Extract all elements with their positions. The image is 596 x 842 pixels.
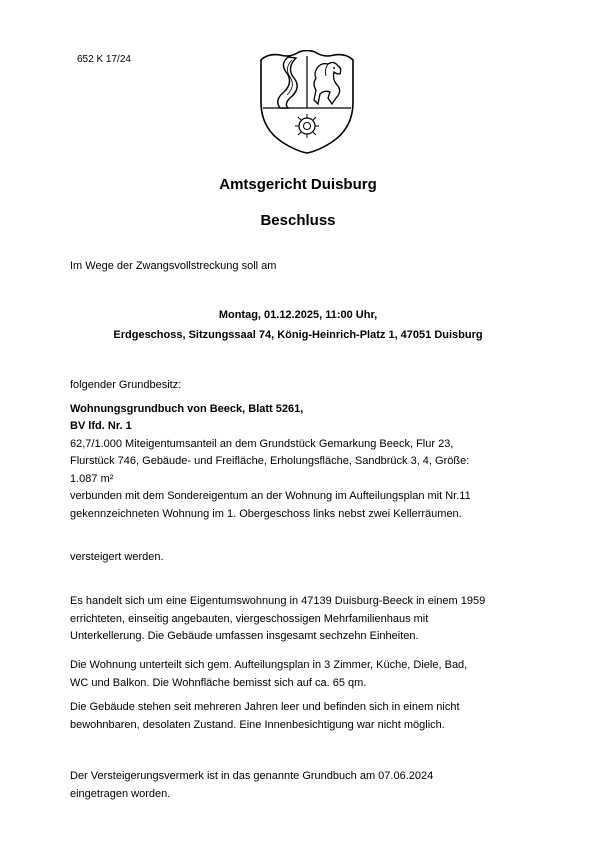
- description-line: Die Wohnung unterteilt sich gem. Aufteilungsplan in 3 Zimmer, Küche, Diele, Bad,: [70, 659, 468, 671]
- court-name: Amtsgericht Duisburg: [219, 176, 377, 193]
- file-number: 652 K 17/24: [77, 54, 131, 65]
- registration-line: Der Versteigerungsvermerk ist in das genannte Grundbuch am 07.06.2024: [70, 770, 434, 782]
- registration-note: [70, 768, 530, 803]
- description-paragraph-1: [70, 593, 530, 646]
- intro-text: Im Wege der Zwangsvollstreckung soll am: [70, 260, 277, 272]
- description-line: WC und Balkon. Die Wohnfläche bemisst sich auf ca. 65 qm.: [70, 676, 367, 689]
- nrw-coat-of-arms-icon: [258, 50, 356, 154]
- property-line: gekennzeichneten Wohnung im 1. Obergeschoss links nebst zwei Kellerräumen.: [70, 507, 462, 520]
- auction-date: Montag, 01.12.2025, 11:00 Uhr,: [218, 309, 378, 321]
- description-line: Die Gebäude stehen seit mehreren Jahren leer und befinden sich in einem nicht: [70, 701, 460, 713]
- property-line: Flurstück 746, Gebäude- und Freifläche, Erholungsfläche, Sandbrück 3, 4, Größe:: [70, 455, 470, 467]
- property-entry: BV lfd. Nr. 1: [70, 420, 132, 432]
- description-line: bewohnbaren, desolaten Zustand. Eine Innenbesichtigung war nicht möglich.: [70, 718, 445, 731]
- description-paragraph-3: [70, 699, 530, 734]
- property-line: 1.087 m²: [70, 472, 114, 485]
- document-title: Beschluss: [260, 212, 336, 229]
- property-line: verbunden mit dem Sondereigentum an der Wohnung im Aufteilungsplan mit Nr.11: [70, 490, 471, 502]
- property-line: 62,7/1.000 Miteigentumsanteil an dem Grundstück Gemarkung Beeck, Flur 23,: [70, 437, 454, 450]
- property-section: [70, 377, 530, 523]
- description-line: errichteten, einseitig angebauten, viergeschossigen Mehrfamilienhaus mit: [70, 612, 429, 625]
- description-line: Es handelt sich um eine Eigentumswohnung in 47139 Duisburg-Beeck in einem 1959: [70, 595, 486, 607]
- registration-line: eingetragen worden.: [70, 787, 171, 800]
- auction-phrase: versteigert werden.: [70, 551, 164, 563]
- description-paragraph-2: [70, 657, 530, 692]
- property-lead: folgender Grundbesitz:: [70, 379, 182, 391]
- auction-location: Erdgeschoss, Sitzungssaal 74, König-Heinrich-Platz 1, 47051 Duisburg: [113, 329, 483, 341]
- description-line: Unterkellerung. Die Gebäude umfassen insgesamt sechzehn Einheiten.: [70, 630, 419, 642]
- property-register: Wohnungsgrundbuch von Beeck, Blatt 5261,: [70, 402, 304, 415]
